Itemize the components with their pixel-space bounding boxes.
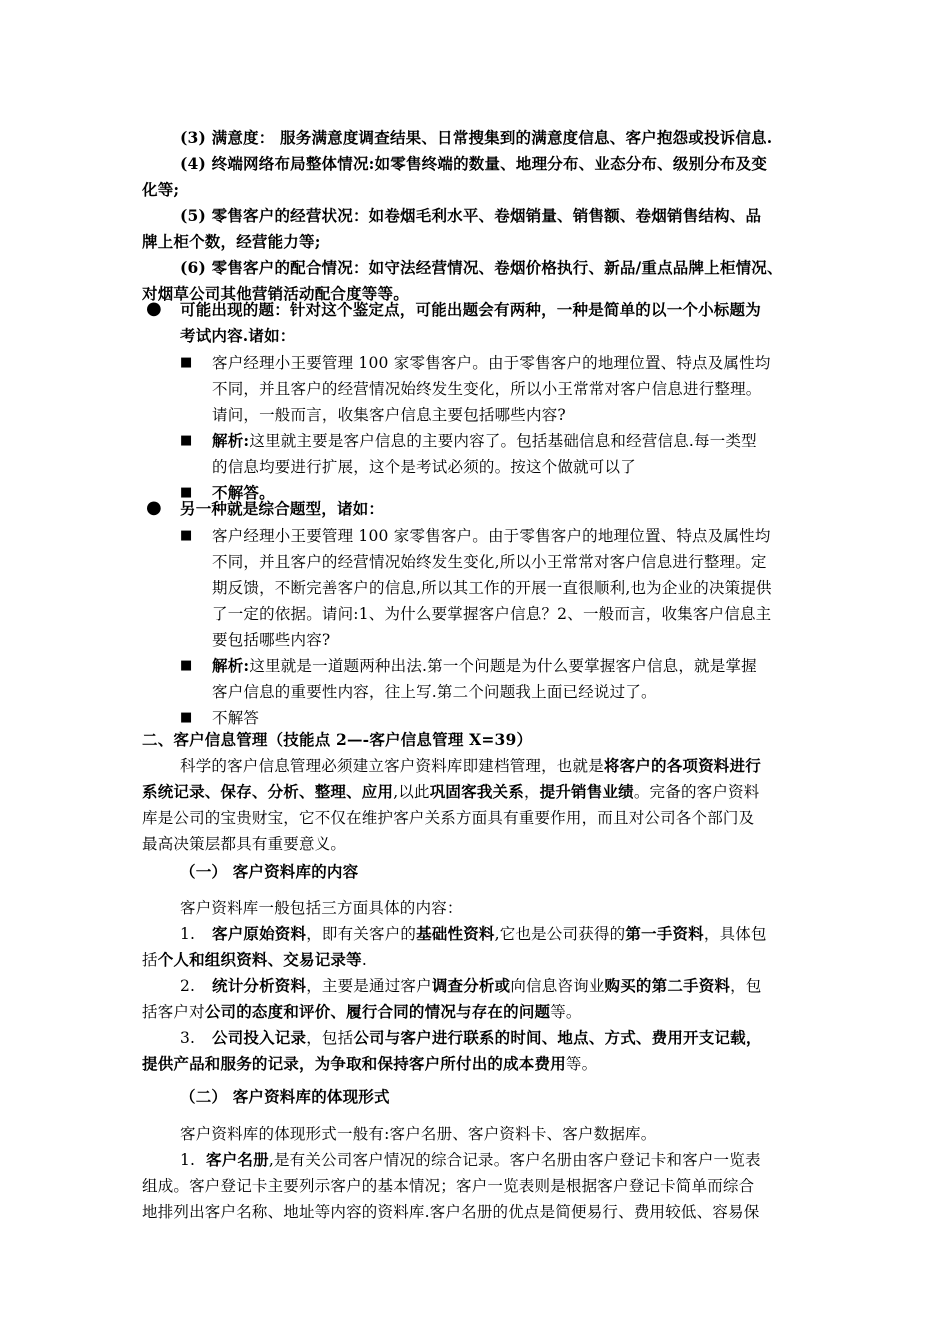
text-span: 括客户对 [142,1003,205,1021]
text-span: 第一手资料 [625,924,704,943]
text-line [180,1027,762,1049]
text-span: 个人和组织资料、交易记录等 [157,950,362,969]
text-line: 客户资料库的体现形式一般有:客户名册、客户资料卡、客户数据库。 [180,1125,657,1143]
text-line [180,975,762,997]
text-span: ，主要是通过客户 [306,977,432,995]
text-span: ，包括 [306,1029,354,1047]
text-line: 库是公司的宝贵财宝，它不仅在维护客户关系方面具有重要作用，而且对公司各个部门及 [142,809,755,827]
text-span: ，即有关客户的 [306,925,417,943]
text-line: 最高决策层都具有重要意义。 [142,835,347,853]
round-bullet-icon: ● [146,497,162,518]
text-span: ，具体包 [703,925,767,943]
text-span: 括 [142,951,158,969]
text-line: 请问，一般而言，收集客户信息主要包括哪些内容? [212,406,566,424]
text-span: 公司与客户进行联系的时间、地点、方式、费用开支记载， [353,1028,762,1047]
text-line: 组成。客户登记卡主要列示客户的基本情况；客户一览表则是根据客户登记卡简单而综合 [142,1177,755,1195]
square-bullet-icon: ■ [180,658,193,673]
text-line: 了一定的依据。请问:1、为什么要掌握客户信息？2、一般而言，收集客户信息主 [212,605,772,623]
text-line: 客户信息的重要性内容，往上写.第二个问题我上面已经说过了。 [212,683,657,701]
text-span: 。完备的客户资料 [633,783,760,801]
text-span: 这里就主要是客户信息的主要内容了。包括基础信息和经营信息.每一类型 [249,432,757,450]
square-bullet-icon: ■ [180,528,193,543]
text-line: 要包括哪些内容? [212,631,331,649]
text-line: 另一种就是综合题型，诸如： [180,499,385,518]
text-span: 调查分析或 [431,976,511,995]
square-bullet-icon: ■ [180,433,193,448]
text-line [142,1053,597,1075]
text-span: ,以此 [393,783,430,801]
list-number: 1. [180,925,196,943]
text-span: 提供产品和服务的记录，为争取和保持客户所付出的成本费用 [142,1054,566,1073]
text-line: 可能出现的题：针对这个鉴定点，可能出题会有两种，一种是简单的以一个小标题为 [180,300,761,319]
text-line: (3) 满意度： 服务满意度调查结果、日常搜集到的满意度信息、客户抱怨或投诉信息. [180,128,773,147]
text-span: 这里就是一道题两种出法.第一个问题是为什么要掌握客户信息，就是掌握 [249,657,757,675]
text-line: 不同，并且客户的经营情况始终发生变化，所以小王常常对客户信息进行整理。 [212,380,762,398]
text-span: 公司的态度和评价、履行合同的情况与存在的问题 [204,1002,551,1021]
text-line: 客户资料库一般包括三方面具体的内容： [180,899,463,917]
subsection-heading: （二） 客户资料库的体现形式 [180,1087,390,1106]
text-line [142,781,759,803]
text-span: 科学的客户信息管理必须建立客户资料库即建档管理，也就是 [180,757,604,775]
section-heading: 二、客户信息管理（技能点 2—-客户信息管理 X=39） [142,730,533,749]
analysis-label: 解析: [212,656,250,675]
text-span: 等。 [565,1055,598,1073]
text-span: ，包 [730,977,762,995]
text-span: 等。 [550,1003,582,1021]
text-line: 不同，并且客户的经营情况始终发生变化,所以小王常常对客户信息进行整理。定 [212,553,767,571]
square-bullet-icon: ■ [180,710,193,725]
square-bullet-icon: ■ [180,485,193,500]
text-line: 不解答。 [212,483,275,502]
text-line: 地排列出客户名称、地址等内容的资料库.客户名册的优点是简便易行、费用较低、容易保 [142,1203,760,1221]
text-span: . [361,951,367,969]
text-span: 客户名册 [206,1150,269,1169]
text-line: 化等; [142,180,180,199]
square-bullet-icon: ■ [180,355,193,370]
text-line: 客户经理小王要管理 100 家零售客户。由于零售客户的地理位置、特点及属性均 [212,527,771,545]
text-span: 公司投入记录 [212,1028,307,1047]
subsection-heading: （一） 客户资料库的内容 [180,862,359,881]
text-line [142,949,367,971]
text-line: 的信息均要进行扩展，这个是考试必须的。按这个做就可以了 [212,458,636,476]
text-line: 考试内容.诸如： [180,326,296,345]
round-bullet-icon: ● [146,298,162,319]
text-line [180,755,761,777]
text-line: 对烟草公司其他营销活动配合度等等。 [142,284,409,303]
text-span: ,是有关公司客户情况的综合记录。客户名册由客户登记卡和客户一览表 [268,1151,761,1169]
text-span: 系统记录、保存、分析、整理、应用 [142,782,394,801]
text-span: 客户原始资料 [212,924,307,943]
list-number: 2. [180,977,196,995]
text-span: ， [523,783,540,801]
text-line: 牌上柜个数，经营能力等; [142,232,321,251]
text-line: (4) 终端网络布局整体情况:如零售终端的数量、地理分布、业态分布、级别分布及变 [180,154,768,173]
list-number: 1. [180,1151,196,1169]
text-span: 将客户的各项资料进行 [603,756,761,775]
text-line [180,923,767,945]
text-line: (5) 零售客户的经营状况：如卷烟毛利水平、卷烟销量、销售额、卷烟销售结构、品 [180,206,762,225]
text-span: 统计分析资料 [212,976,307,995]
text-line: 不解答 [212,709,260,727]
text-span: ,它也是公司获得的 [494,925,626,943]
text-span: 提升销售业绩 [539,782,634,801]
text-span: 巩固客我关系 [429,782,524,801]
text-span: 基础性资料 [416,924,495,943]
text-line [212,430,757,452]
text-line [212,655,757,677]
text-line [180,1149,761,1171]
text-span: 向信息咨询业 [510,977,605,995]
list-number: 3. [180,1029,196,1047]
text-line: 期反馈，不断完善客户的信息,所以其工作的开展一直很顺利,也为企业的决策提供 [212,579,772,597]
analysis-label: 解析: [212,431,250,450]
text-line [142,1001,582,1023]
text-line: (6) 零售客户的配合情况：如守法经营情况、卷烟价格执行、新品/重点品牌上柜情况、 [180,258,783,277]
text-line: 客户经理小王要管理 100 家零售客户。由于零售客户的地理位置、特点及属性均 [212,354,771,372]
text-span: 购买的第二手资料 [604,976,731,995]
